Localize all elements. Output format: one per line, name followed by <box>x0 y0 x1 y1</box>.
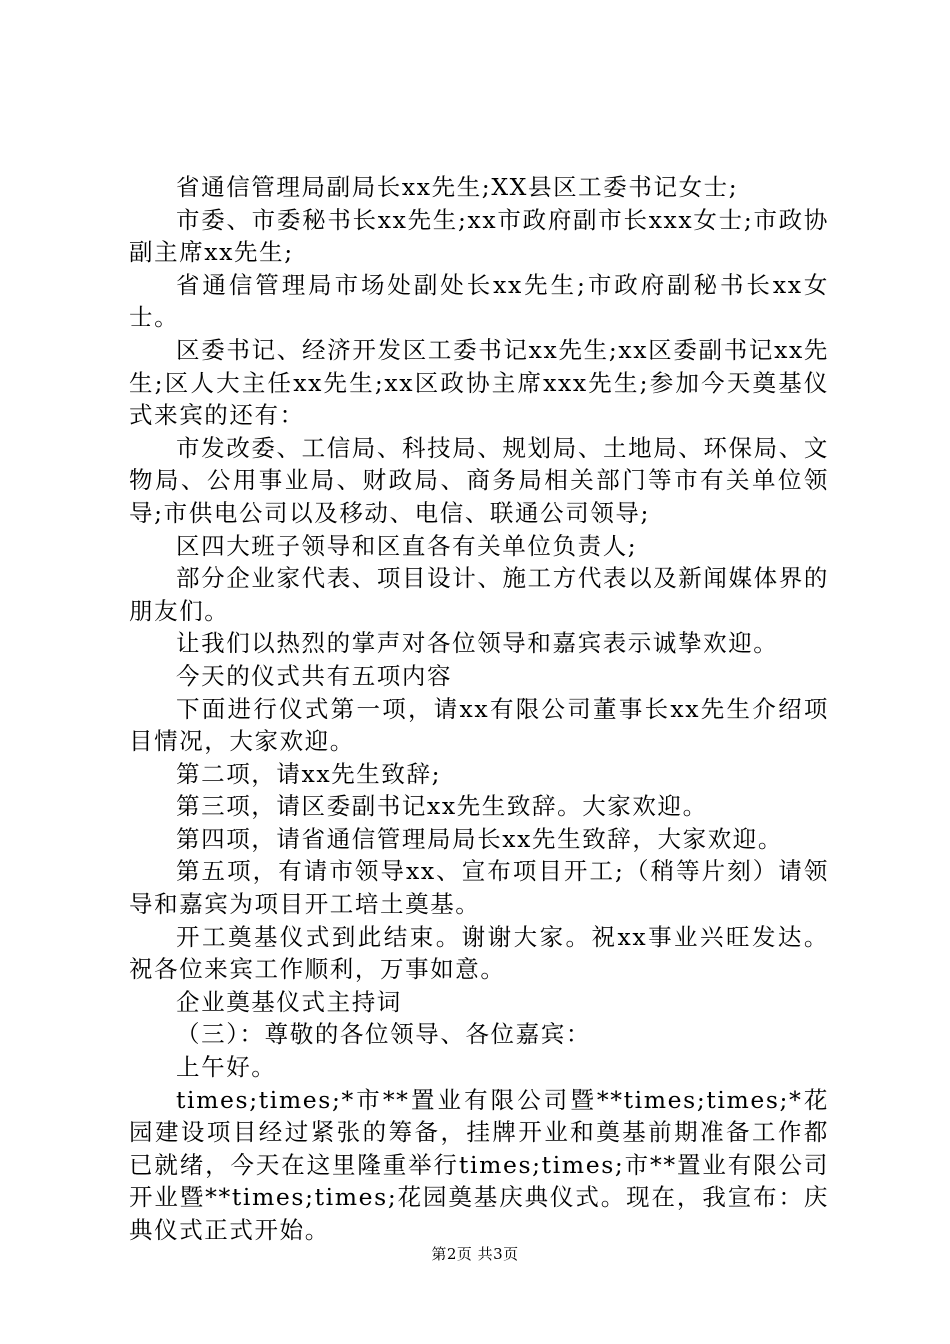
greeting: 上午好。 <box>176 1053 277 1082</box>
section-title: 企业奠基仪式主持词 <box>176 987 402 1016</box>
paragraph: 区委书记、经济开发区工委书记xx先生;xx区委副书记xx先生;区人大主任xx先生;xx区政协主席xxx先生;参加今天奠基仪式来宾的还有： <box>129 335 829 430</box>
paragraph: 开工奠基仪式到此结束。谢谢大家。祝xx事业兴旺发达。祝各位来宾工作顺利，万事如意。 <box>129 922 829 984</box>
paragraph: 区四大班子领导和区直各有关单位负责人; <box>176 531 638 560</box>
paragraph: 市发改委、工信局、科技局、规划局、土地局、环保局、文物局、公用事业局、财政局、商务局相关部门等市有关单位领导;市供电公司以及移动、电信、联通公司领导; <box>129 433 829 527</box>
paragraph: 市委、市委秘书长xx先生;xx市政府副市长xxx女士;市政协副主席xx先生; <box>129 205 829 267</box>
paragraph: 第三项，请区委副书记xx先生致辞。大家欢迎。 <box>176 792 708 821</box>
paragraph: 省通信管理局副局长xx先生;XX县区工委书记女士; <box>176 173 739 201</box>
paragraph: 今天的仪式共有五项内容 <box>176 661 453 690</box>
paragraph: 省通信管理局市场处副处长xx先生;市政府副秘书长xx女士。 <box>129 270 829 332</box>
paragraph: 第四项，请省通信管理局局长xx先生致辞，大家欢迎。 <box>176 824 784 853</box>
paragraph: times;times;*市**置业有限公司暨**times;times;*花园建设项目经过紧张的筹备，挂牌开业和奠基前期准备工作都已就绪，今天在这里隆重举行times;times;市**置业有限公司开业暨**times;times;花园奠基庆典仪式。现在，我宣布：庆典仪式正式开始。 <box>129 1085 829 1244</box>
paragraph: 第二项，请xx先生致辞; <box>176 759 442 788</box>
paragraph: 让我们以热烈的掌声对各位领导和嘉宾表示诚挚欢迎。 <box>176 629 779 658</box>
page-footer: 第2页 共3页 <box>431 1245 519 1263</box>
document-body <box>129 171 829 1247</box>
paragraph: 下面进行仪式第一项，请xx有限公司董事长xx先生介绍项目情况，大家欢迎。 <box>129 694 829 756</box>
paragraph: 第五项，有请市领导xx、宣布项目开工;（稍等片刻）请领导和嘉宾为项目开工培土奠基。 <box>129 857 829 919</box>
salutation: （三）：尊敬的各位领导、各位嘉宾： <box>176 1020 591 1049</box>
paragraph: 部分企业家代表、项目设计、施工方代表以及新闻媒体界的朋友们。 <box>129 564 829 625</box>
